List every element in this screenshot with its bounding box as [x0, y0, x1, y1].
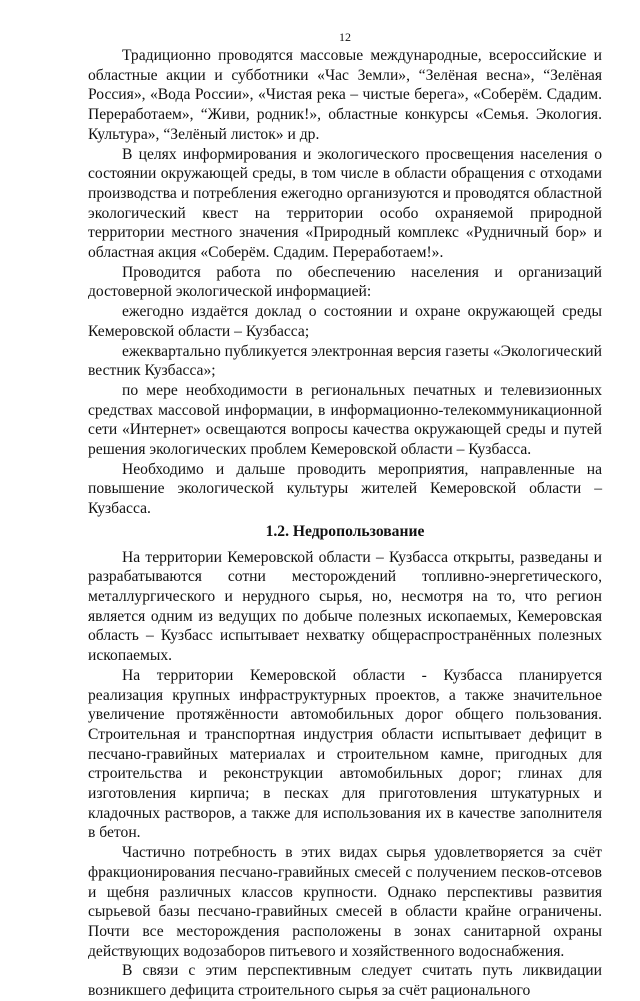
paragraph: Традиционно проводятся массовые международные, всероссийские и областные акции и субботники «Час Земли», “Зелёная весна», “Зелёная Россия», «Вода России», «Чистая река – чистые берега», «Соберём. Сдадим. Переработаем», “Живи, родник!», областные конкурсы «Семья. Экология. Культура», “Зелёный листок» и др.	[88, 47, 602, 143]
section-heading: 1.2. Недропользование	[265, 522, 425, 540]
document-page	[88, 30, 602, 1001]
paragraph: ежеквартально публикуется электронная версия газеты «Экологический вестник Кузбасса»;	[88, 342, 602, 380]
page-number: 12	[339, 30, 351, 44]
paragraph: Проводится работа по обеспечению населения и организаций достоверной экологической информацией:	[88, 263, 602, 301]
paragraph: Необходимо и дальше проводить мероприятия, направленные на повышение экологической культуры жителей Кемеровской области – Кузбасса.	[88, 460, 602, 518]
paragraph: В связи с этим перспективным следует считать путь ликвидации возникшего дефицита строительного сырья за счёт рационального	[88, 962, 602, 1000]
paragraph: На территории Кемеровской области – Кузбасса открыты, разведаны и разрабатываются сотни месторождений топливно-энергетического, металлургического и нерудного сырья, но, несмотря на то, что регион является одним из ведущих по добыче полезных ископаемых, Кемеровская область – Кузбасс испытывает нехватку общераспространённых полезных ископаемых.	[88, 548, 602, 665]
paragraph: Частично потребность в этих видах сырья удовлетворяется за счёт фракционирования песчано-гравийных смесей с получением песков-отсевов и щебня различных классов крупности. Однако перспективы развития сырьевой базы песчано-гравийных смесей в области крайне ограничены. Почти все месторождения расположены в зонах санитарной охраны действующих водозаборов питьевого и хозяйственного водоснабжения.	[88, 844, 602, 960]
paragraph: ежегодно издаётся доклад о состоянии и охране окружающей среды Кемеровской области – Кузбасса;	[88, 303, 602, 340]
paragraph: по мере необходимости в региональных печатных и телевизионных средствах массовой информации, в информационно-телекоммуникационной сети «Интернет» освещаются вопросы качества окружающей среды и путей решения экологических проблем Кемеровской области – Кузбасса.	[88, 381, 602, 459]
paragraph: В целях информирования и экологического просвещения населения о состоянии окружающей среды, в том числе в области обращения с отходами производства и потребления ежегодно организуются и проводятся областной экологический квест на территории особо охраняемой природной территории местного значения «Природный комплекс «Рудничный бор» и областная акция «Соберём. Сдадим. Переработаем!».	[88, 145, 602, 262]
paragraph: На территории Кемеровской области - Кузбасса планируется реализация крупных инфраструктурных проектов, а также значительное увеличение протяжённости автомобильных дорог общего пользования. Строительная и транспортная индустрия области испытывает дефицит в песчано-гравийных материалах и строительном камне, пригодных для строительства и реконструкции автомобильных дорог; глинах для изготовления кирпича; в песках для приготовления штукатурных и кладочных растворов, а также для использования их в качестве заполнителя в бетон.	[88, 666, 602, 842]
